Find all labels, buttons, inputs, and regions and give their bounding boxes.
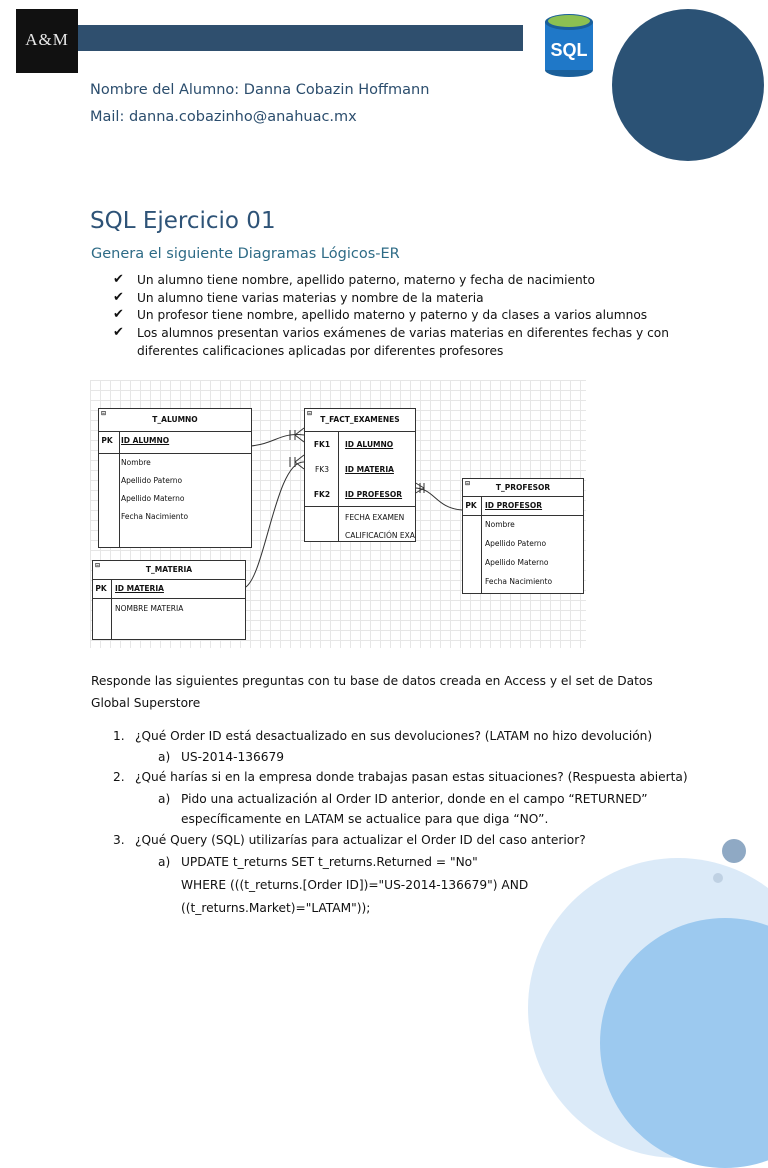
table-field: NOMBRE MATERIA <box>115 604 184 613</box>
check-icon: ✔ <box>113 325 124 340</box>
answer-text: WHERE (((t_returns.[Order ID])="US-2014-136679") AND <box>181 878 529 892</box>
decorative-circle-dark <box>612 9 764 161</box>
question-text: ¿Qué Query (SQL) utilizarías para actualizar el Order ID del caso anterior? <box>135 833 586 847</box>
question-number: 2. <box>113 770 125 784</box>
header-bar <box>78 25 523 51</box>
pk-field: ID MATERIA <box>115 584 164 593</box>
answer-text: UPDATE t_returns SET t_returns.Returned = "No" <box>181 855 478 869</box>
question-text: ¿Qué harías si en la empresa donde trabajas pasan estas situaciones? (Respuesta abierta) <box>135 770 688 784</box>
question-number: 1. <box>113 729 125 743</box>
decorative-dot-large <box>722 839 746 863</box>
table-field: Apellido Materno <box>485 558 549 567</box>
collapse-icon: ⊟ <box>95 562 101 569</box>
check-icon: ✔ <box>113 307 124 322</box>
collapse-icon: ⊟ <box>465 480 471 487</box>
answer-text: Pido una actualización al Order ID anterior, donde en el campo “RETURNED” <box>181 792 648 806</box>
fk-field: ID PROFESOR <box>345 490 403 499</box>
fk-field: ID ALUMNO <box>345 440 394 449</box>
answer-label: a) <box>158 792 171 806</box>
table-t-profesor <box>462 478 584 594</box>
key-label: FK1 <box>313 440 331 449</box>
bullet-text: Un alumno tiene nombre, apellido paterno, materno y fecha de nacimiento <box>137 273 595 287</box>
bullet-text: Un alumno tiene varias materias y nombre de la materia <box>137 291 484 305</box>
sql-icon-label: SQL <box>550 40 588 60</box>
table-field: Fecha Nacimiento <box>121 512 189 521</box>
student-mail: Mail: danna.cobazinho@anahuac.mx <box>90 109 357 125</box>
table-title: T_MATERIA <box>145 565 193 574</box>
table-t-alumno <box>98 408 252 548</box>
table-field: FECHA EXAMEN <box>345 513 405 522</box>
decorative-dot-small <box>713 873 723 883</box>
table-field: Apellido Paterno <box>121 476 183 485</box>
bullet-text: Un profesor tiene nombre, apellido materno y paterno y da clases a varios alumnos <box>137 308 648 322</box>
question-number: 3. <box>113 833 125 847</box>
intro-text: Responde las siguientes preguntas con tu base de datos creada en Access y el set de Datos Global Superstore <box>91 674 653 710</box>
key-label: PK <box>465 501 477 510</box>
answer-text: específicamente en LATAM se actualice para que diga “NO”. <box>181 812 549 826</box>
key-label: FK2 <box>313 490 331 499</box>
page-title: SQL Ejercicio 01 <box>90 208 276 234</box>
collapse-icon: ⊟ <box>101 410 107 417</box>
question-text: ¿Qué Order ID está desactualizado en sus devoluciones? (LATAM no hizo devolución) <box>135 729 653 743</box>
table-field: Nombre <box>121 458 151 467</box>
pk-field: ID PROFESOR <box>485 501 543 510</box>
table-title: T_FACT_EXAMENES <box>320 415 400 424</box>
pk-field: ID ALUMNO <box>121 436 170 445</box>
table-title: T_PROFESOR <box>495 483 551 492</box>
table-t-materia <box>92 560 246 640</box>
table-title: T_ALUMNO <box>152 415 198 424</box>
bullet-text: Los alumnos presentan varios exámenes de varias materias en diferentes fechas y con diferentes calificaciones aplicadas por diferentes profesores <box>137 326 669 358</box>
key-label: PK <box>95 584 107 593</box>
student-name: Nombre del Alumno: Danna Cobazin Hoffmann <box>90 82 430 98</box>
sql-database-icon <box>543 12 595 78</box>
table-field: Fecha Nacimiento <box>485 577 553 586</box>
answer-label: a) <box>158 750 171 764</box>
page-subtitle: Genera el siguiente Diagramas Lógicos-ER <box>91 246 400 262</box>
table-field: Apellido Paterno <box>485 539 547 548</box>
table-field: Nombre <box>485 520 515 529</box>
fk-field: ID MATERIA <box>345 465 394 474</box>
answer-text: US-2014-136679 <box>181 750 284 764</box>
table-t-fact-examenes <box>304 408 416 542</box>
collapse-icon: ⊟ <box>307 410 313 417</box>
logo-text: A&M <box>25 30 69 49</box>
logo <box>16 9 78 73</box>
check-icon: ✔ <box>113 290 124 305</box>
check-icon: ✔ <box>113 272 124 287</box>
key-label: PK <box>101 436 113 445</box>
er-diagram <box>90 380 586 648</box>
table-field: CALIFICACIÓN EXA <box>345 531 415 540</box>
table-field: Apellido Materno <box>121 494 185 503</box>
key-label: FK3 <box>314 465 329 474</box>
answer-label: a) <box>158 855 171 869</box>
answer-text: ((t_returns.Market)="LATAM")); <box>181 901 371 915</box>
